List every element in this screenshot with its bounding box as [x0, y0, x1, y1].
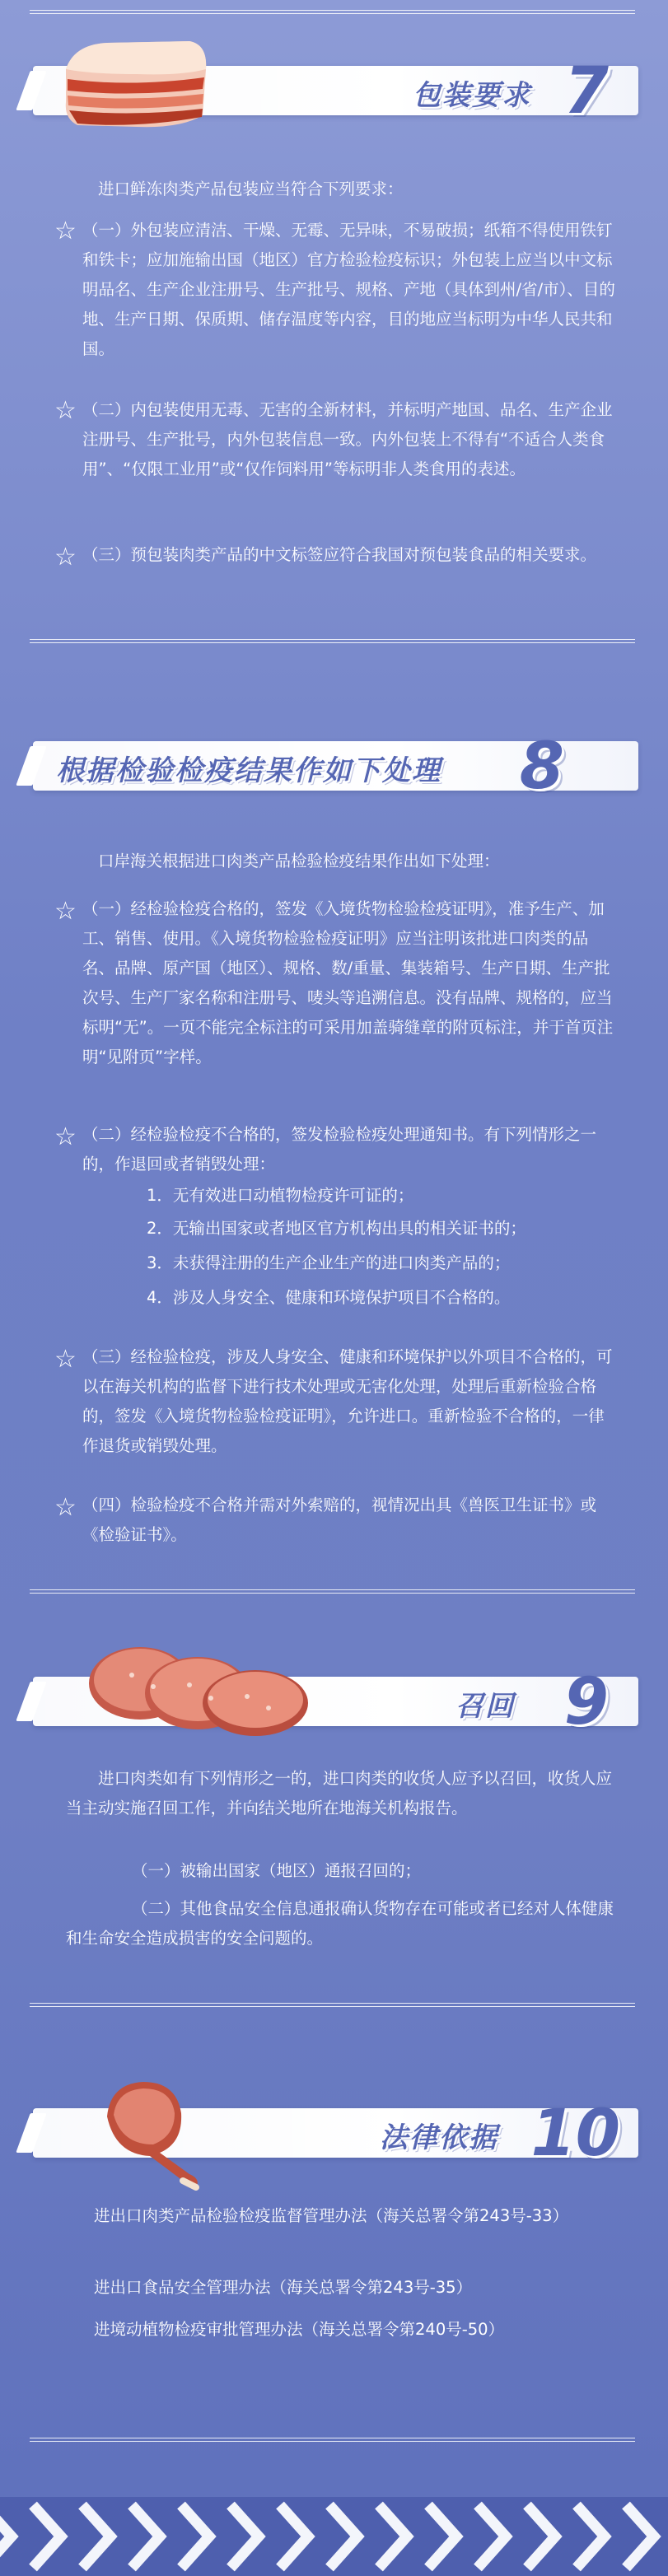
text-line: （二）其他食品安全信息通报确认货物存在可能或者已经对人体健康和生命安全造成损害的安全问题的。 [66, 1899, 614, 1948]
star-outline-icon: ☆ [54, 1122, 77, 1151]
section-title: 包装要求 [413, 79, 531, 112]
section-title: 根据检验检疫结果作如下处理 [56, 754, 441, 787]
chevron-pattern [0, 2497, 668, 2576]
sub-item: 4．涉及人身安全、健康和环境保护项目不合格的。 [147, 1288, 511, 1307]
section-intro: 进口鲜冻肉类产品包装应当符合下列要求： [98, 180, 404, 198]
divider [30, 1589, 635, 1594]
star-outline-icon: ☆ [54, 396, 77, 425]
section-number: 7 [563, 54, 609, 128]
ham-leg-icon [91, 2067, 214, 2191]
text-line: 进境动植物检疫审批管理办法（海关总署令第240号-50） [94, 2320, 505, 2339]
sub-item: 1．无有效进口动植物检疫许可证的； [147, 1186, 414, 1205]
list-item: （一）经检验检疫合格的，签发《入境货物检验检疫证明》，准予生产、加工、销售、使用。《入境货物检验检疫证明》应当注明该批进口肉类的品名、品牌、原产国（地区）、规格、数/重量、集装箱号、生产日期、生产批次号、生产厂家名称和注册号、唛头等追溯信息。没有品牌、规格的，应当标明“无”。一页不能完全标注的可采用加盖骑缝章的附页标注，并于首页注明“见附页”字样。 [82, 899, 614, 1066]
divider [30, 2438, 635, 2443]
list-item: （二）内包装使用无毒、无害的全新材料，并标明产地国、品名、生产企业注册号、生产批号，内外包装信息一致。内外包装上不得有“不适合人类食用”、“仅限工业用”或“仅作饲料用”等标明非人类食用的表述。 [82, 400, 613, 478]
sub-item: 2．无输出国家或者地区官方机构出具的相关证书的； [147, 1219, 526, 1238]
star-outline-icon: ☆ [54, 1345, 77, 1374]
section-intro: 口岸海关根据进口肉类产品检验检疫结果作出如下处理： [98, 852, 500, 870]
list-item: （二）经检验检疫不合格的，签发检验检疫处理通知书。有下列情形之一的，作退回或者销毁处理： [82, 1125, 597, 1174]
star-outline-icon: ☆ [54, 543, 77, 572]
star-outline-icon: ☆ [54, 897, 77, 926]
divider [30, 10, 635, 15]
star-outline-icon: ☆ [54, 217, 77, 245]
divider [30, 2003, 635, 2008]
sausage-slices-icon [82, 1639, 313, 1738]
section-title: 法律依据 [380, 2121, 498, 2154]
text-line: 进出口肉类产品检验检疫监督管理办法（海关总署令第243号-33） [94, 2206, 569, 2225]
section-number: 8 [519, 730, 564, 804]
list-item: （三）预包装肉类产品的中文标签应符合我国对预包装食品的相关要求。 [82, 545, 597, 564]
list-item: （四）检验检疫不合格并需对外索赔的，视情况出具《兽医卫生证书》或《检验证书》。 [82, 1496, 597, 1544]
divider [30, 639, 635, 644]
list-item: （三）经检验检疫，涉及人身安全、健康和环境保护以外项目不合格的，可以在海关机构的监督下进行技术处理或无害化处理，处理后重新检验合格的，签发《入境货物检验检疫证明》，允许进口。重新检验不合格的，一律作退货或销毁处理。 [82, 1347, 613, 1455]
section-intro: 进口肉类如有下列情形之一的，进口肉类的收货人应予以召回，收货人应当主动实施召回工作，并向结关地所在地海关机构报告。 [66, 1769, 613, 1818]
section-number: 10 [530, 2097, 620, 2171]
list-item: （一）外包装应清洁、干燥、无霉、无异味，不易破损；纸箱不得使用铁钉和铁卡；应加施输出国（地区）官方检验检疫标识；外包装上应当以中文标明品名、生产企业注册号、生产批号、规格、产地（具体到州/省/市）、目的地、生产日期、保质期、储存温度等内容，目的地应当标明为中华人民共和国。 [82, 221, 615, 358]
text-line: 进出口食品安全管理办法（海关总署令第243号-35） [94, 2278, 473, 2297]
pork-belly-icon [58, 36, 214, 135]
star-outline-icon: ☆ [54, 1493, 77, 1522]
text-line: （一）被输出国家（地区）通报召回的； [132, 1861, 422, 1880]
section-title: 召回 [455, 1690, 515, 1723]
section-8-banner [33, 730, 638, 804]
sub-item: 3．未获得注册的生产企业生产的进口肉类产品的； [147, 1253, 511, 1272]
section-number: 9 [563, 1665, 609, 1739]
